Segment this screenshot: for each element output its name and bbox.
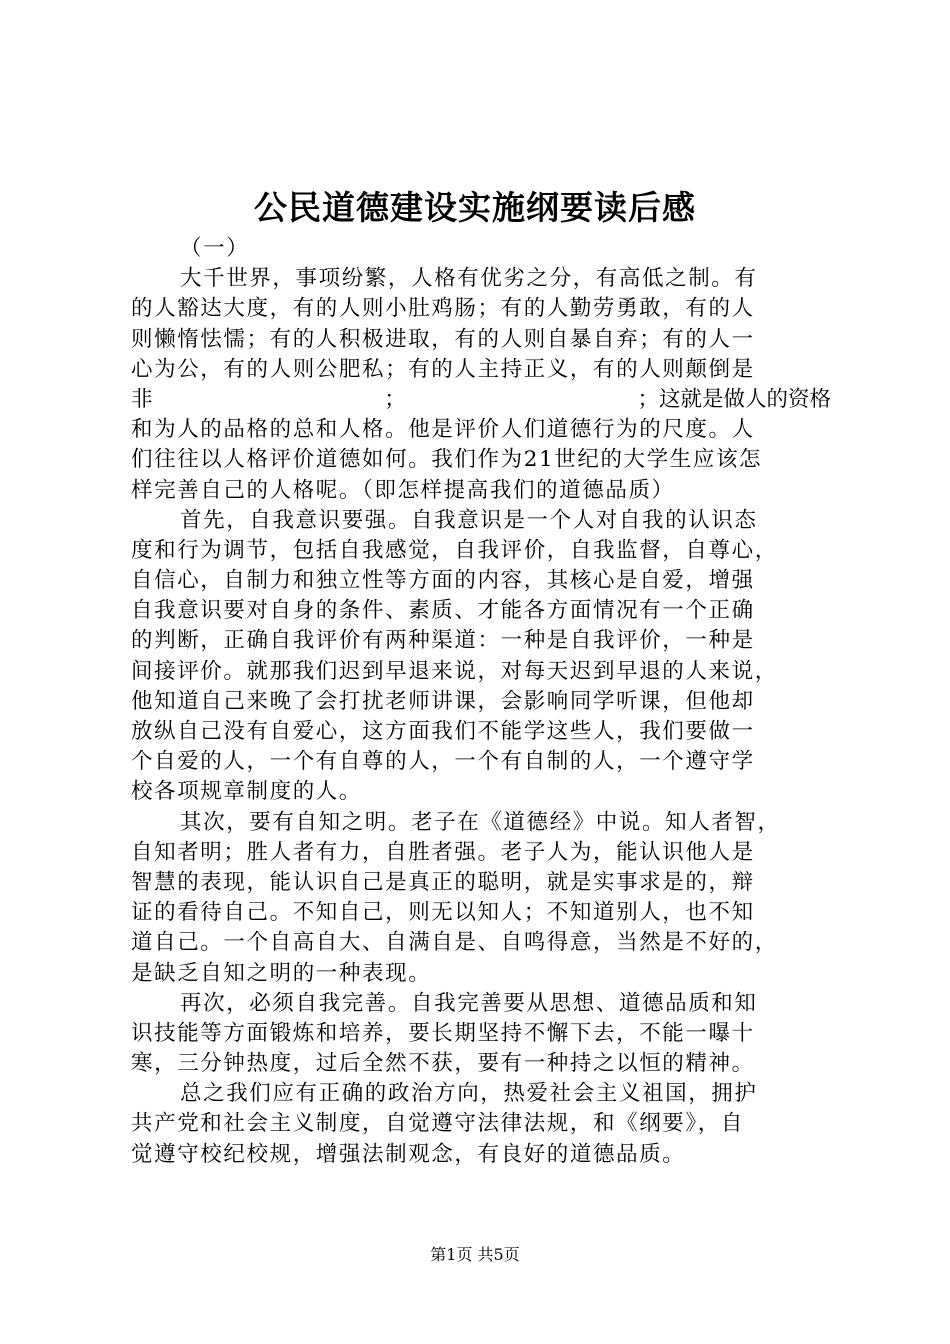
text-line: 识技能等方面锻炼和培养，要长期坚持不懈下去，不能一曝十 — [131, 1020, 755, 1046]
text-line: 心为公，有的人则公肥私；有的人主持正义，有的人则颠倒是 — [131, 356, 755, 382]
text-line: 共产党和社会主义制度，自觉遵守法律法规，和《纲要》，自 — [131, 1111, 744, 1137]
text-line-justified — [131, 385, 831, 415]
text-line: 校各项规章制度的人。 — [131, 779, 363, 805]
document-title: 公民道德建设实施纲要读后感 — [254, 188, 696, 227]
paragraph-2 — [131, 506, 831, 808]
text-line: 间接评价。就那我们迟到早退来说，对每天迟到早退的人来说， — [131, 658, 778, 684]
paragraph-4 — [131, 989, 831, 1080]
text-line: 样完善自己的人格呢。（即怎样提高我们的道德品质） — [131, 477, 675, 503]
paragraph-3 — [131, 808, 831, 989]
text-line: 的人豁达大度，有的人则小肚鸡肠；有的人勤劳勇敢，有的人 — [131, 296, 755, 322]
paragraph-5 — [131, 1079, 831, 1170]
text-line: 道自己。一个自高自大、自满自是、自鸣得意，当然是不好的， — [131, 930, 778, 956]
document-body — [131, 234, 831, 1170]
text-line: 智慧的表现，能认识自己是真正的聪明，就是实事求是的，辩 — [131, 869, 755, 895]
text-line: 觉遵守校纪校规，增强法制观念，有良好的道德品质。 — [131, 1141, 686, 1167]
text-line: 度和行为调节，包括自我感觉，自我评价，自我监督，自尊心， — [131, 537, 778, 563]
text-line: 自我意识要对自身的条件、素质、才能各方面情况有一个正确 — [131, 598, 755, 624]
text-line: 则懒惰怯懦；有的人积极进取，有的人则自暴自弃；有的人一 — [131, 326, 755, 352]
text-line: 再次，必须自我完善。自我完善要从思想、道德品质和知 — [180, 990, 758, 1016]
text-line: 放纵自己没有自爱心，这方面我们不能学这些人，我们要做一 — [131, 719, 755, 744]
paragraph-1 — [131, 264, 831, 506]
section-marker: （一） — [180, 236, 250, 261]
text-line: 寒，三分钟热度，过后全然不获，要有一种持之以恒的精神。 — [131, 1051, 755, 1077]
text-fragment: 非 — [131, 386, 153, 412]
page-number-footer: 第1页 共5页 — [430, 1245, 520, 1264]
text-fragment: ； — [384, 386, 406, 412]
text-line: 自知者明；胜人者有力，自胜者强。老子人为，能认识他人是 — [131, 839, 755, 865]
text-line: 其次，要有自知之明。老子在《道德经》中说。知人者智， — [180, 809, 781, 835]
text-line: 个自爱的人，一个有自尊的人，一个有自制的人，一个遵守学 — [131, 749, 755, 775]
text-line: 自信心，自制力和独立性等方面的内容，其核心是自爱，增强 — [131, 568, 755, 594]
text-line: 总之我们应有正确的政治方向，热爱社会主义祖国，拥护 — [180, 1081, 758, 1107]
text-fragment: ；这就是做人的资格 — [637, 386, 831, 412]
text-line: 们往往以人格评价道德如何。我们作为21世纪的大学生应该怎 — [131, 447, 763, 473]
text-line: 证的看待自己。不知自己，则无以知人；不知道别人，也不知 — [131, 900, 755, 926]
text-line: 首先，自我意识要强。自我意识是一个人对自我的认识态 — [180, 507, 758, 533]
text-line: 的判断，正确自我评价有两种渠道：一种是自我评价，一种是 — [131, 628, 755, 654]
text-line: 是缺乏自知之明的一种表现。 — [131, 960, 432, 986]
text-line: 他知道自己来晚了会打扰老师讲课，会影响同学听课，但他却 — [131, 688, 755, 714]
text-line: 和为人的品格的总和人格。他是评价人们道德行为的尺度。人 — [131, 417, 755, 443]
text-line: 大千世界，事项纷繁，人格有优劣之分，有高低之制。有 — [180, 266, 758, 292]
